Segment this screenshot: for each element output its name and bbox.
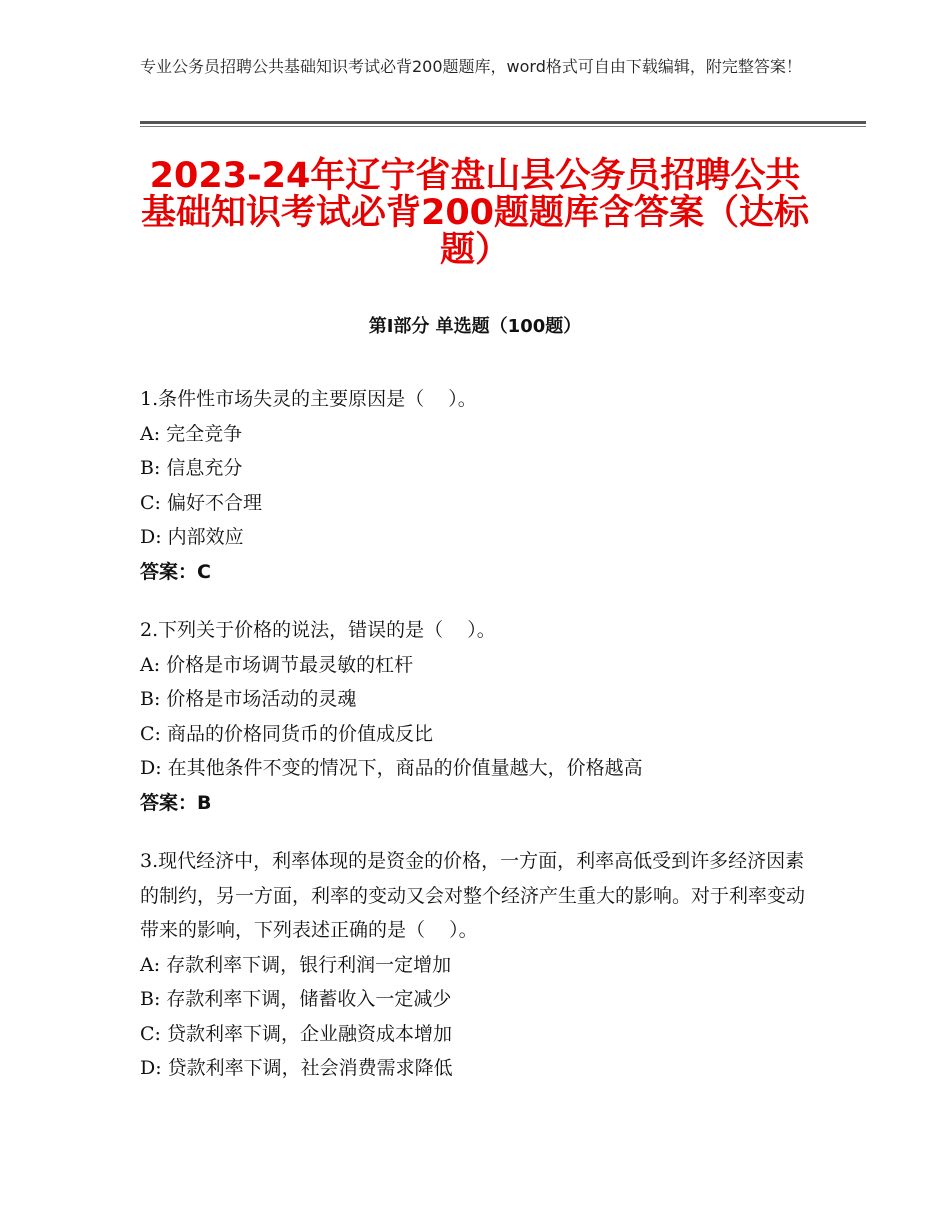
question-list — [140, 382, 810, 1110]
option-b: B: 价格是市场活动的灵魂 — [140, 688, 357, 710]
option-c: C: 贷款利率下调，企业融资成本增加 — [140, 1022, 452, 1045]
header-divider-thin — [140, 126, 866, 127]
header-divider-thick — [140, 121, 866, 124]
option-d: D: 内部效应 — [140, 526, 244, 548]
answer-line: 答案：C — [140, 560, 211, 583]
question-2 — [140, 613, 810, 820]
option-a: A: 完全竞争 — [140, 422, 243, 445]
header-note: 专业公务员招聘公共基础知识考试必背200题题库，word格式可自由下载编辑，附完整答案！ — [140, 57, 802, 76]
option-d: D: 贷款利率下调，社会消费需求降低 — [140, 1057, 453, 1079]
option-d: D: 在其他条件不变的情况下，商品的价值量越大，价格越高 — [140, 757, 643, 779]
option-a: A: 存款利率下调，银行利润一定增加 — [140, 953, 452, 976]
answer-line: 答案：B — [140, 791, 212, 814]
question-stem: 2.下列关于价格的说法，错误的是（ ）。 — [140, 619, 496, 641]
document-title: 2023-24年辽宁省盘山县公务员招聘公共基础知识考试必背200题题库含答案（达标题） — [140, 156, 810, 270]
section-title: 第Ⅰ部分 单选题（100题） — [368, 316, 582, 337]
question-stem: 3.现代经济中，利率体现的是资金的价格，一方面，利率高低受到许多经济因素的制约，另一方面，利率的变动又会对整个经济产生重大的影响。对于利率变动带来的影响，下列表述正确的是（ ）。 — [140, 850, 806, 941]
question-stem: 1.条件性市场失灵的主要原因是（ ）。 — [140, 388, 477, 410]
option-a: A: 价格是市场调节最灵敏的杠杆 — [140, 653, 414, 676]
option-c: C: 商品的价格同货币的价值成反比 — [140, 722, 433, 745]
option-c: C: 偏好不合理 — [140, 491, 262, 514]
question-1 — [140, 382, 810, 589]
question-3 — [140, 844, 810, 1086]
option-b: B: 存款利率下调，储蓄收入一定减少 — [140, 988, 452, 1010]
option-b: B: 信息充分 — [140, 457, 243, 479]
